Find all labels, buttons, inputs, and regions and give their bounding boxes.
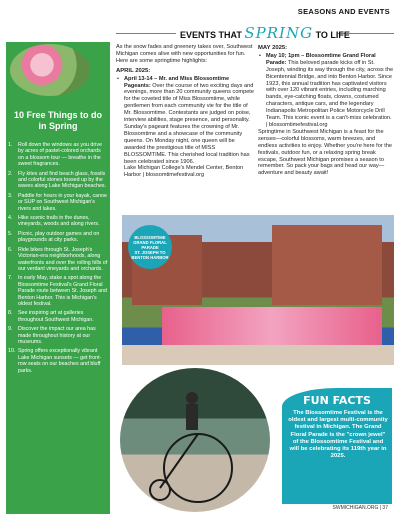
event-parade: • May 10; 1pm – Blossomtime Grand Floral Parade: This beloved parade kicks off in St. Joseph, winding its way through the city, across the Bicentennial Bridge, and into Benton Harbor. Since 1923, this annual tradition has captivated visitors with over 120 vibrant entries, including marching bands, eye-catching floats, clowns, costumed characters, antique cars, and the legendary Indianapolis Metropolitan Police Motorcycle Drill Team. This iconic event is a can't-miss celebration. | blossomtimefestival.org <box>259 52 394 128</box>
page-footer: SWMICHIGAN.ORG | 37 <box>332 505 388 511</box>
list-item: 4. Hike scenic trails in the dunes, vineyards, woods and along rivers. <box>8 215 100 228</box>
title-highlight: SPRING <box>244 24 314 42</box>
event-heading: April 13-14 – Mr. and Miss Blossomtime Pageants: <box>124 75 230 89</box>
list-item: 3. Paddle for hours in your kayak, canoe or SUP on Southwest Michigan's rivers and lakes. <box>8 192 107 212</box>
list-item: 9. Discover the impact our area has made throughout history at our museums. <box>8 326 96 345</box>
list-item: 8. See inspiring art at galleries throughout Southwest Michigan. <box>8 310 94 323</box>
parade-float <box>162 307 382 347</box>
title-rule-left <box>116 33 176 34</box>
month-heading-april: APRIL 2025: <box>116 67 151 74</box>
article-column-1 <box>116 44 254 179</box>
closing-paragraph: Springtime in Southwest Michigan is a feast for the senses—colorful blossoms, warm breezes, and endless activities to enjoy. Whether you're here for the festivals, outdoor fun, or a relaxing spring break escape, Southwest Michigan promises a season to remember. So pack your bags and head our way—adventure and beauty await! <box>258 128 393 177</box>
sidebar-title: 10 Free Things to do in Spring <box>13 110 102 131</box>
title-suffix: TO LIFE <box>315 30 350 40</box>
fun-facts-title: FUN FACTS <box>303 394 371 407</box>
page-title <box>180 24 350 42</box>
article-column-2 <box>258 44 394 180</box>
penny-farthing-photo <box>120 368 270 512</box>
parade-badge: BLOSSOMTIME GRAND FLORAL PARADE ST. JOSEPH TO BENTON HARBOR <box>128 225 172 269</box>
section-label: SEASONS AND EVENTS <box>297 7 390 16</box>
title-prefix: EVENTS THAT <box>180 30 242 40</box>
event-body: This beloved parade kicks off in St. Joseph, winding its way through the city, across the Bicentennial Bridge, and into Benton Harbor. Since 1923, this annual tradition has captivated visitors with over 120 vibrant entries, including marching bands, eye-catching floats, clowns, costumed characters, antique cars, and the legendary Indianapolis Metropolitan Police Motorcycle Drill Team. This iconic event is a can't-miss celebration. | blossomtimefestival.org <box>266 59 394 128</box>
month-heading-may: MAY 2025: <box>258 45 288 51</box>
bicycle-icon <box>120 368 270 512</box>
parade-crowd <box>122 345 394 365</box>
fun-facts-text: The Blossomtime Festival is the oldest and largest multi-community festival in Michigan. The Grand Floral Parade is the "crown jewel" of the Blossomtime Festival and will be celebrating its 119th year in 2025. <box>288 410 388 460</box>
intro-paragraph: As the snow fades and greenery takes over, Southwest Michigan comes alive with new opportunities for fun. Here are some springtime highlights: <box>116 44 253 64</box>
list-item: 7. In early May, stake a spot along the Blossomtime Festival's Grand Floral Parade route between St. Joseph and Benton Harbor. This is Michigan's oldest festival. <box>8 275 107 307</box>
list-item: 1. Roll down the windows as you drive by acres of pastel-colored orchards on a blossom tour — breathe in the sweet fragrances. <box>8 142 102 168</box>
list-item: 6. Ride bikes through St. Joseph's Victorian-era neighborhoods, along waterfronts and over the rolling hills of our verdant vineyards and orchards. <box>8 246 108 272</box>
list-item: 2. Fly kites and find beach glass, fossils and colorful stones tossed up by the waves along Lake Michigan beaches. <box>8 170 107 190</box>
list-item: 10. Spring offers exceptionally vibrant Lake Michigan sunsets — get front-row seats on our beaches and bluff parks. <box>8 348 102 374</box>
sidebar-list <box>8 142 108 377</box>
event-heading: May 10; 1pm – Blossomtime Grand Floral Parade: <box>266 52 376 66</box>
event-venue: Lake Michigan College's Mendel Center, Benton Harbor | blossomtimefestival.org <box>124 165 244 179</box>
list-item: 5. Picnic, play outdoor games and on playgrounds at city parks. <box>8 230 100 244</box>
blossom-photo <box>10 44 90 96</box>
event-pageants: • April 13-14 – Mr. and Miss Blossomtime Pageants: Over the course of two exciting days and evenings, more than 20 community queens compete for the coveted title of Miss Blossomtime, while gentlemen from each community vie for the title of Mr. Blossomtime. Contestants are judged on poise, interview abilities, stage presence, and personality. Sunday's pageant features the crowning of Mr. Blossomtime and a showcase of the community queens. On Monday night, one queen will be awarded the prestigious title of MISS BLOSSOMTIME. This cherished local tradition has been celebrated since 1906. Lake Michigan College's Mendel Center, Benton Harbor | blossomtimefestival.org <box>117 75 254 179</box>
event-body: Over the course of two exciting days and evenings, more than 20 community queens compete for the coveted title of Miss Blossomtime, while gentlemen from each community vie for the title of Mr. Blossomtime. Contestants are judged on poise, interview abilities, stage presence, and personality. Sunday's pageant features the crowning of Mr. Blossomtime and a showcase of the community queens. On Monday night, one queen will be awarded the prestigious title of MISS BLOSSOMTIME. This cherished local tradition has been celebrated since 1906. <box>124 82 254 165</box>
